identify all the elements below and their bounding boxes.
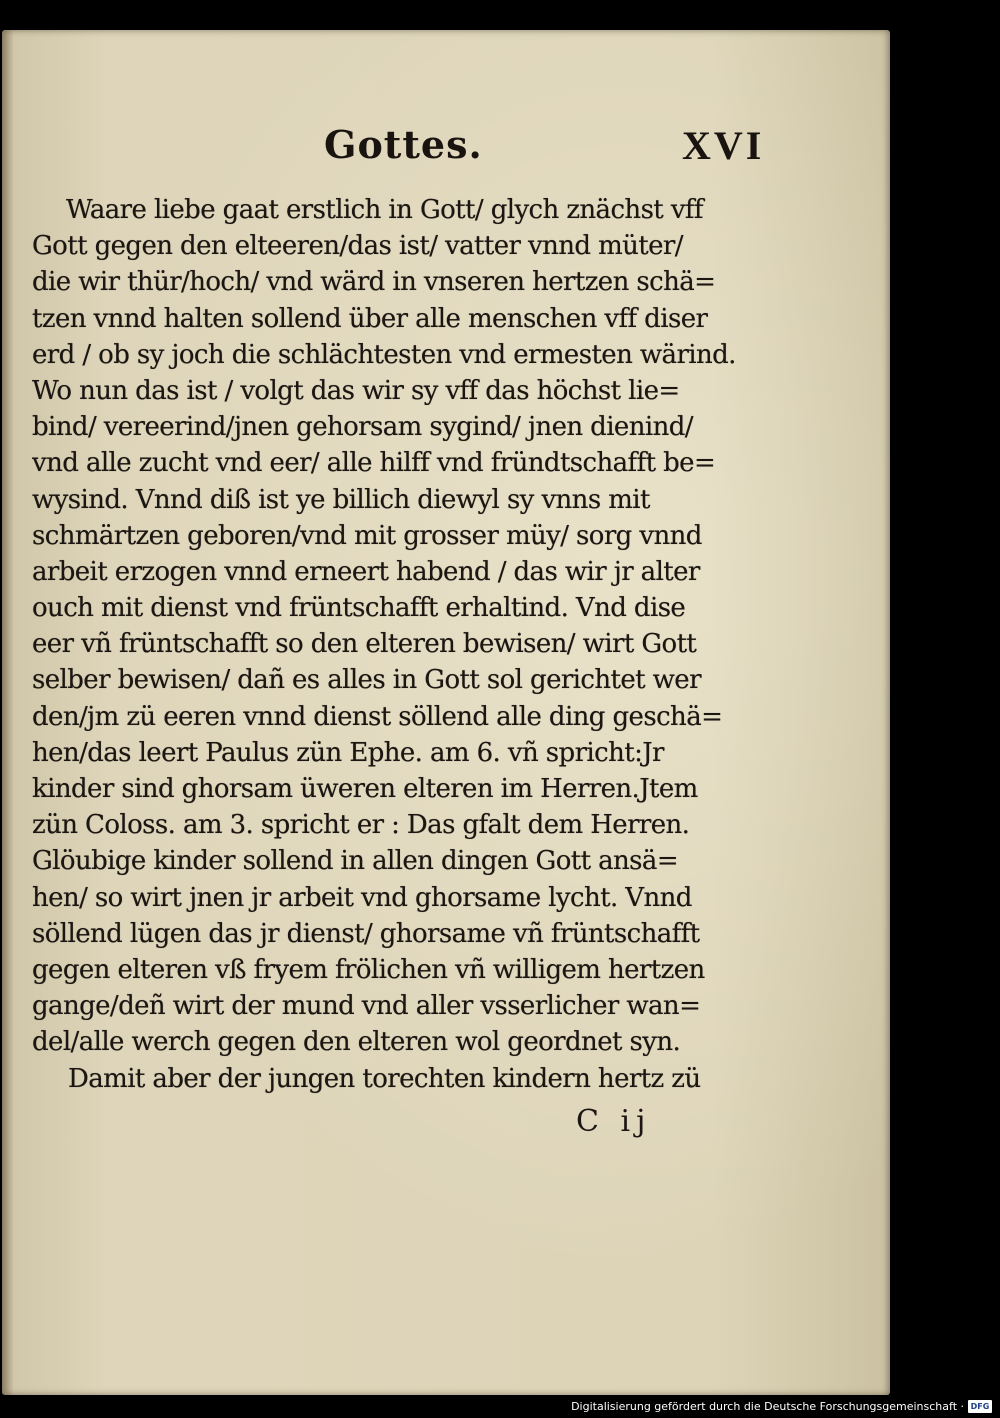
text-line: erd / ob sy joch die schlächtesten vnd ermesten wärind. bbox=[32, 339, 736, 370]
text-line: bind/ vereerind/jnen gehorsam sygind/ jnen dienind/ bbox=[32, 412, 693, 443]
text-line: eer vñ früntschafft so den elteren bewisen/ wirt Gott bbox=[32, 629, 697, 660]
text-line: Damit aber der jungen torechten kindern hertz zü bbox=[68, 1063, 701, 1094]
text-line: wysind. Vnnd diß ist ye billich diewyl sy vnns mit bbox=[32, 484, 650, 515]
text-line: kinder sind ghorsam üweren elteren im Herren.Jtem bbox=[32, 774, 698, 804]
running-head: Gottes. bbox=[324, 122, 483, 167]
text-line: hen/das leert Paulus zün Ephe. am 6. vñ spricht:Jr bbox=[32, 737, 664, 768]
text-line: schmärtzen geboren/vnd mit grosser müy/ sorg vnnd bbox=[32, 520, 702, 551]
text-line: gegen elteren vß fryem frölichen vñ willigem hertzen bbox=[32, 954, 705, 985]
text-line: die wir thür/hoch/ vnd wärd in vnseren hertzen schä= bbox=[32, 267, 716, 298]
text-line: Glöubige kinder sollend in allen dingen Gott ansä= bbox=[32, 846, 679, 877]
text-line: arbeit erzogen vnnd erneert habend / das wir jr alter bbox=[32, 556, 700, 587]
text-line: del/alle werch gegen den elteren wol geordnet syn. bbox=[32, 1027, 681, 1058]
text-line: söllend lügen das jr dienst/ ghorsame vñ früntschafft bbox=[32, 918, 700, 949]
text-line: Gott gegen den elteeren/das ist/ vatter vnnd müter/ bbox=[32, 231, 683, 262]
text-line: ouch mit dienst vnd früntschafft erhaltind. Vnd dise bbox=[32, 593, 686, 624]
text-line: vnd alle zucht vnd eer/ alle hilff vnd fründtschafft be= bbox=[32, 448, 716, 479]
body-text bbox=[32, 192, 744, 1097]
folio-number: XVI bbox=[682, 123, 765, 168]
credit-bar bbox=[0, 1397, 1000, 1418]
dfg-logo-icon: DFG bbox=[968, 1400, 992, 1413]
text-line: Wo nun das ist / volgt das wir sy vff das höchst lie= bbox=[32, 375, 680, 406]
text-line: zün Coloss. am 3. spricht er : Das gfalt dem Herren. bbox=[32, 810, 690, 841]
text-line: den/jm zü eeren vnnd dienst söllend alle ding geschä= bbox=[32, 701, 723, 732]
funding-credit: Digitalisierung gefördert durch die Deutsche Forschungsgemeinschaft · bbox=[571, 1400, 964, 1413]
text-line: gange/deñ wirt der mund vnd aller vsserlicher wan= bbox=[32, 991, 701, 1022]
signature-mark: C ij bbox=[576, 1104, 652, 1139]
book-page bbox=[2, 30, 890, 1395]
text-line: selber bewisen/ dañ es alles in Gott sol gerichtet wer bbox=[32, 665, 701, 696]
page-header bbox=[2, 122, 890, 182]
text-line: hen/ so wirt jnen jr arbeit vnd ghorsame lycht. Vnnd bbox=[32, 882, 692, 913]
text-line: tzen vnnd halten sollend über alle menschen vff diser bbox=[32, 303, 708, 334]
text-line: Waare liebe gaat erstlich in Gott/ glych znächst vff bbox=[66, 195, 703, 225]
page-gutter-shadow bbox=[2, 30, 14, 1395]
